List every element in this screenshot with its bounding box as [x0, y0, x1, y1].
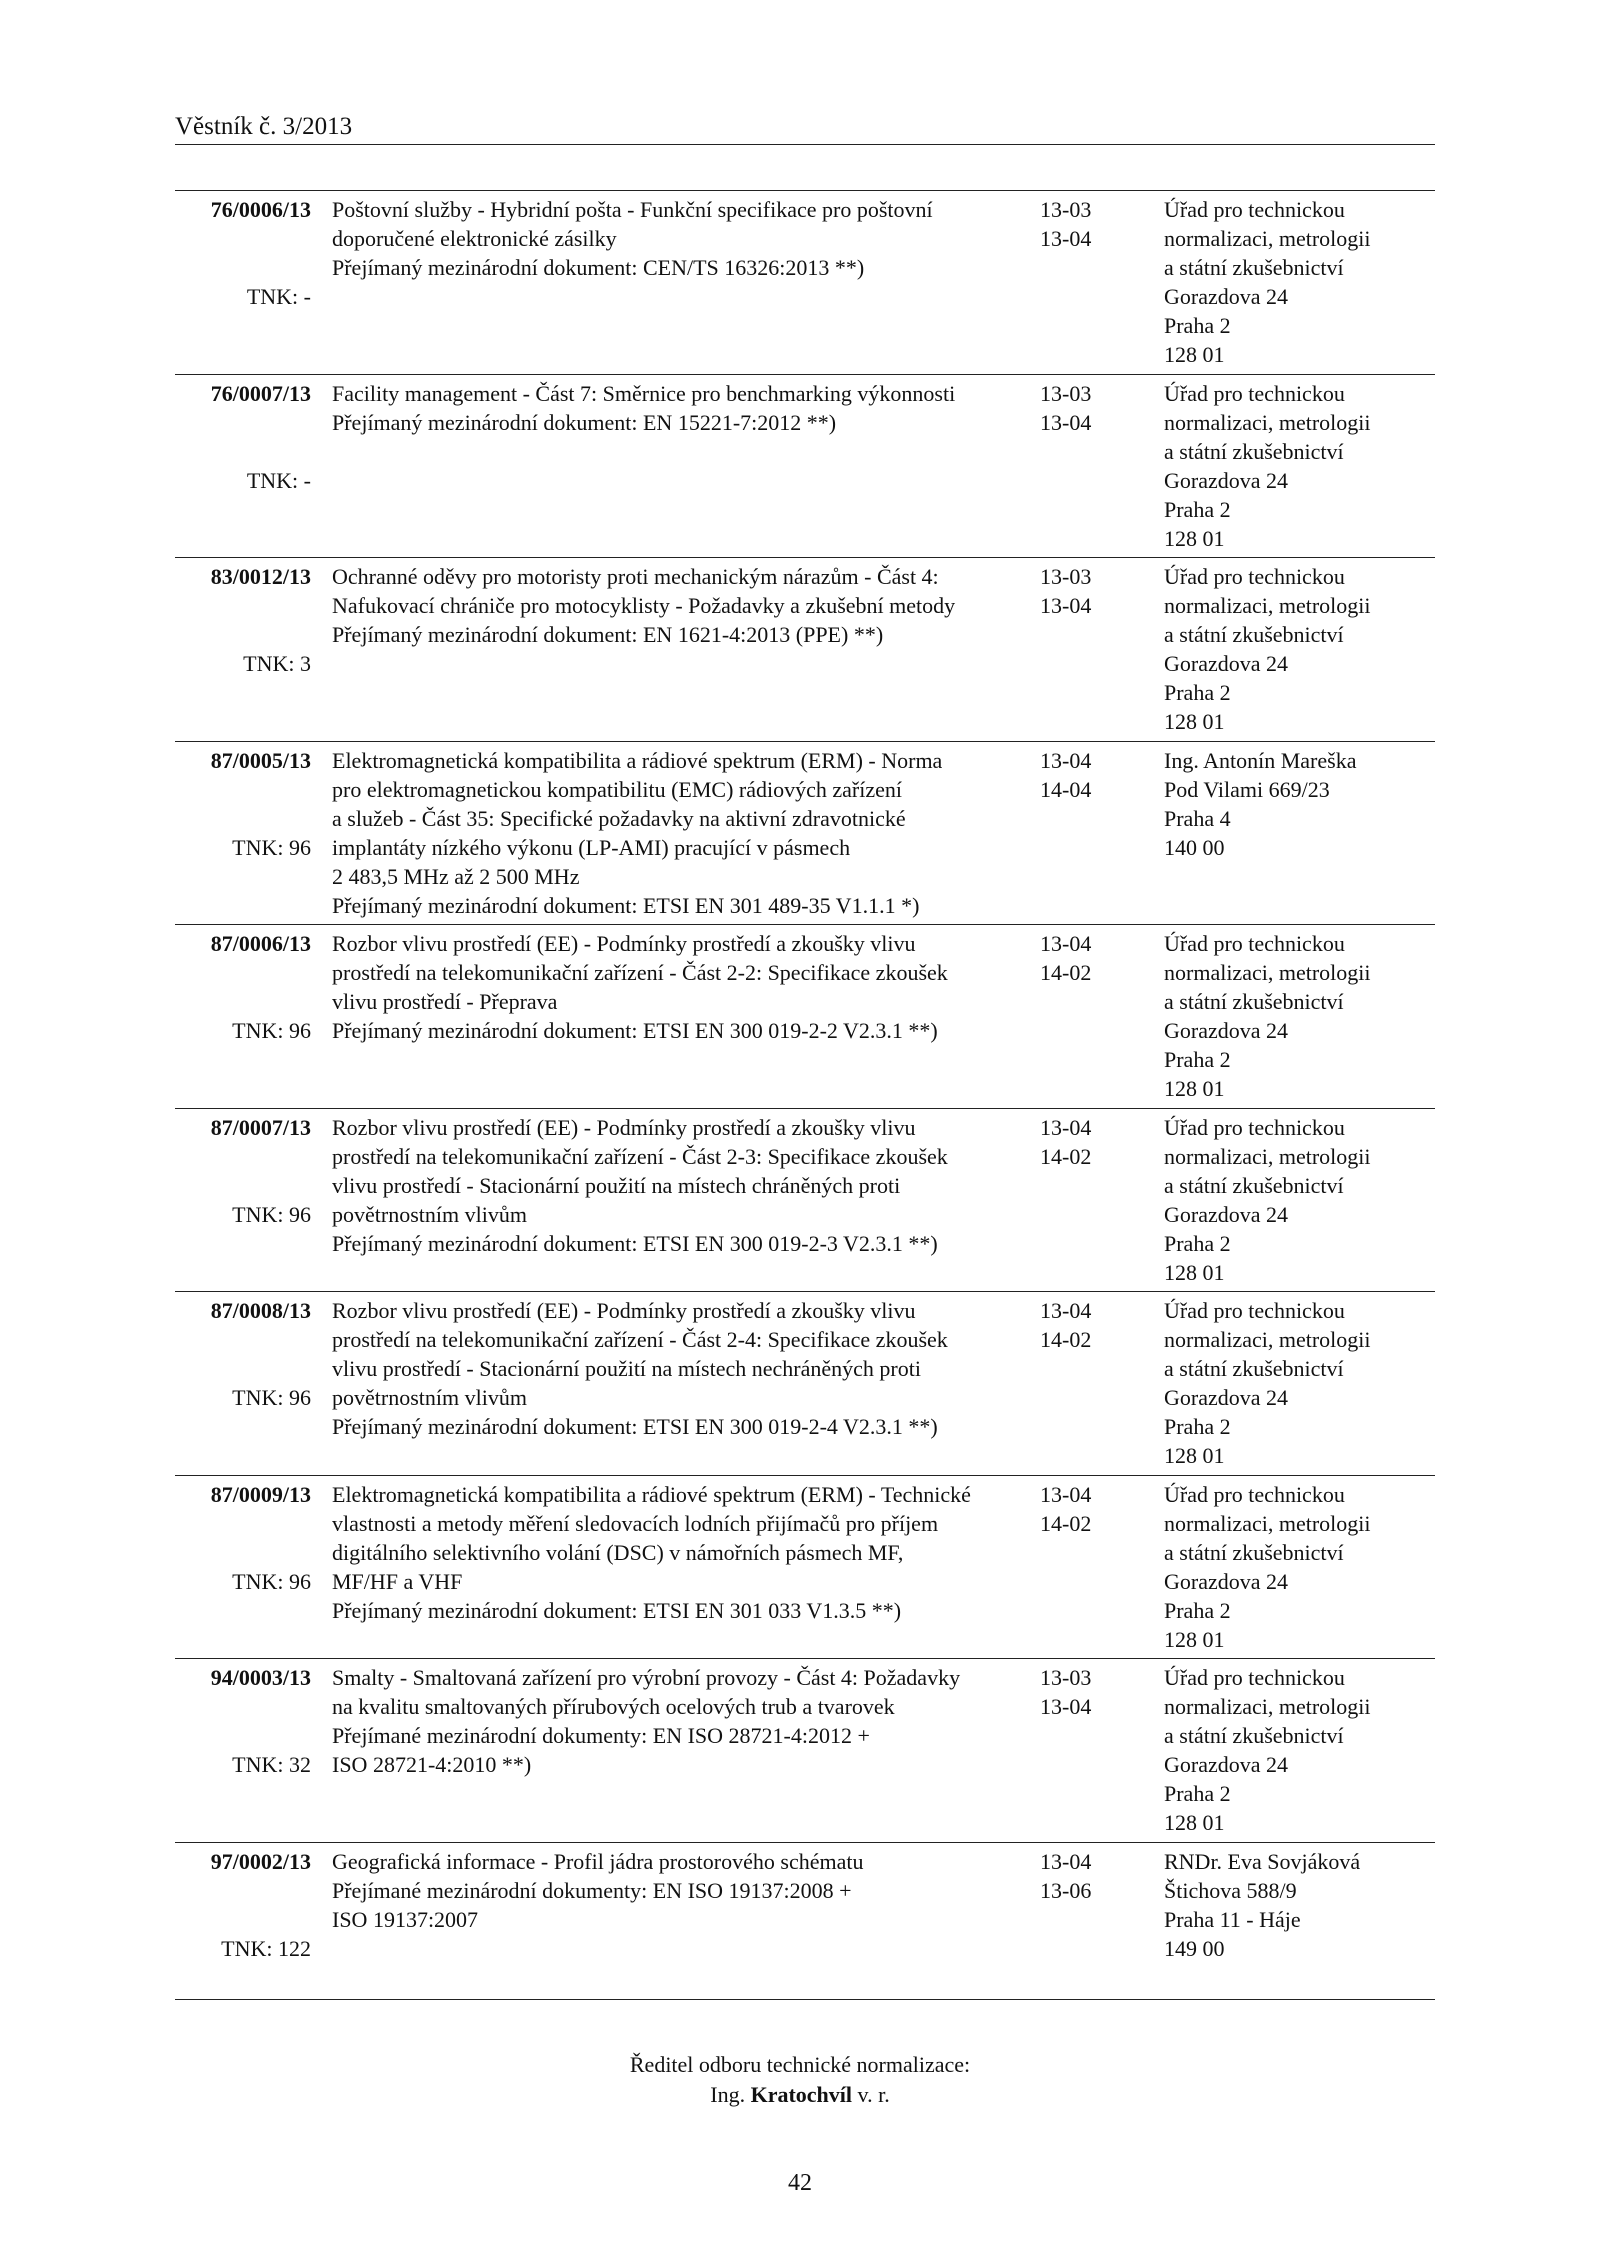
record-number: 76/0006/13: [210, 197, 311, 222]
description-line: Ochranné oděvy pro motoristy proti mechanickým nárazům - Část 4:: [332, 564, 939, 589]
description-line: vlastnosti a metody měření sledovacích lodních přijímačů pro příjem: [332, 1510, 939, 1536]
address-line: Gorazdova 24: [1164, 1385, 1289, 1410]
address-line: Praha 11 - Háje: [1164, 1906, 1301, 1932]
description-line: Přejímaný mezinárodní dokument: ETSI EN 300 019-2-4 V2.3.1 **): [332, 1414, 938, 1439]
address-line: 128 01: [1164, 1443, 1225, 1468]
description-line: Geografická informace - Profil jádra prostorového schématu: [332, 1848, 864, 1874]
description-line: Přejímaný mezinárodní dokument: ETSI EN 301 033 V1.3.5 **): [332, 1597, 902, 1623]
code-cell: [1040, 742, 1164, 925]
address-line: Praha 2: [1164, 1047, 1231, 1072]
code-value: 14-02: [1040, 960, 1092, 985]
address-line: Úřad pro technickou: [1164, 197, 1345, 222]
tnk-label: TNK: 3: [243, 651, 311, 676]
signature-suffix: v. r.: [857, 2082, 890, 2107]
tnk-label: TNK: 96: [232, 1018, 311, 1043]
code-cell: [1040, 1476, 1164, 1659]
description-line: Poštovní služby - Hybridní pošta - Funkční specifikace pro poštovní: [332, 197, 933, 222]
signature-name-line: [0, 2080, 1600, 2110]
code-cell: [1040, 1109, 1164, 1292]
table-row: [175, 558, 1435, 742]
tnk-label: TNK: 96: [232, 1568, 311, 1594]
signature-name: Kratochvíl: [750, 2082, 853, 2107]
address-line: a státní zkušebnictví: [1164, 1172, 1344, 1198]
code-cell: [1040, 1659, 1164, 1842]
tnk-label: TNK: -: [246, 467, 311, 493]
address-line: normalizaci, metrologii: [1164, 1327, 1371, 1352]
code-value: 13-04: [1040, 409, 1092, 435]
address-line: normalizaci, metrologii: [1164, 1510, 1371, 1536]
record-number: 87/0008/13: [210, 1298, 311, 1323]
address-line: Praha 2: [1164, 1597, 1231, 1623]
code-value: 14-02: [1040, 1143, 1092, 1169]
description-line: doporučené elektronické zásilky: [332, 226, 617, 251]
address-line: Praha 2: [1164, 496, 1231, 522]
description-line: ISO 28721-4:2010 **): [332, 1752, 532, 1777]
code-cell: [1040, 558, 1164, 741]
record-id-cell: [175, 191, 311, 374]
table-row: [175, 191, 1435, 375]
page-header: [175, 112, 1435, 145]
code-value: 13-04: [1040, 1114, 1092, 1140]
record-id-cell: [175, 1109, 311, 1292]
address-line: 128 01: [1164, 342, 1225, 367]
address-line: normalizaci, metrologii: [1164, 1694, 1371, 1719]
code-cell: [1040, 925, 1164, 1108]
description-line: implantáty nízkého výkonu (LP-AMI) pracující v pásmech: [332, 834, 851, 860]
description-cell: [311, 1843, 1040, 1999]
description-line: pro elektromagnetickou kompatibilitu (EMC) rádiových zařízení: [332, 776, 902, 802]
description-line: Rozbor vlivu prostředí (EE) - Podmínky prostředí a zkoušky vlivu: [332, 1298, 916, 1323]
description-line: Přejímaný mezinárodní dokument: ETSI EN 300 019-2-3 V2.3.1 **): [332, 1230, 938, 1256]
address-line: 149 00: [1164, 1935, 1225, 1961]
description-cell: [311, 1476, 1040, 1659]
address-line: Úřad pro technickou: [1164, 564, 1345, 589]
description-line: Nafukovací chrániče pro motocyklisty - Požadavky a zkušební metody: [332, 593, 956, 618]
code-cell: [1040, 1843, 1164, 1999]
description-line: a služeb - Část 35: Specifické požadavky na aktivní zdravotnické: [332, 805, 906, 831]
record-number: 83/0012/13: [210, 564, 311, 589]
address-cell: [1164, 1292, 1435, 1475]
description-line: povětrnostním vlivům: [332, 1385, 527, 1410]
record-id-cell: [175, 558, 311, 741]
address-line: Štichova 588/9: [1164, 1877, 1297, 1903]
address-line: Úřad pro technickou: [1164, 1114, 1345, 1140]
record-number: 97/0002/13: [210, 1848, 311, 1874]
address-line: a státní zkušebnictví: [1164, 622, 1344, 647]
description-line: Facility management - Část 7: Směrnice pro benchmarking výkonnosti: [332, 380, 956, 406]
description-line: Smalty - Smaltovaná zařízení pro výrobní provozy - Část 4: Požadavky: [332, 1665, 961, 1690]
tnk-label: TNK: 122: [221, 1935, 311, 1961]
description-cell: [311, 1109, 1040, 1292]
description-line: Přejímaný mezinárodní dokument: CEN/TS 16326:2013 **): [332, 255, 865, 280]
description-line: vlivu prostředí - Stacionární použití na místech nechráněných proti: [332, 1356, 921, 1381]
address-line: normalizaci, metrologii: [1164, 226, 1371, 251]
code-value: 13-03: [1040, 197, 1092, 222]
code-value: 13-04: [1040, 226, 1092, 251]
address-line: 140 00: [1164, 834, 1225, 860]
address-line: Praha 4: [1164, 805, 1231, 831]
address-line: Úřad pro technickou: [1164, 931, 1345, 956]
code-cell: [1040, 375, 1164, 558]
tnk-label: TNK: 96: [232, 1201, 311, 1227]
address-line: Praha 2: [1164, 1230, 1231, 1256]
address-line: Gorazdova 24: [1164, 651, 1289, 676]
table-row: [175, 1843, 1435, 2000]
description-line: Přejímané mezinárodní dokumenty: EN ISO 19137:2008 +: [332, 1877, 852, 1903]
signature-block: [0, 2050, 1600, 2110]
description-line: povětrnostním vlivům: [332, 1201, 527, 1227]
address-line: Úřad pro technickou: [1164, 1665, 1345, 1690]
record-id-cell: [175, 1292, 311, 1475]
code-value: 13-04: [1040, 1694, 1092, 1719]
description-line: prostředí na telekomunikační zařízení - Část 2-3: Specifikace zkoušek: [332, 1143, 948, 1169]
address-line: a státní zkušebnictví: [1164, 989, 1344, 1014]
code-cell: [1040, 191, 1164, 374]
table-row: [175, 1659, 1435, 1843]
description-line: vlivu prostředí - Přeprava: [332, 989, 558, 1014]
description-cell: [311, 925, 1040, 1108]
description-cell: [311, 558, 1040, 741]
address-line: Gorazdova 24: [1164, 1752, 1289, 1777]
description-line: Rozbor vlivu prostředí (EE) - Podmínky prostředí a zkoušky vlivu: [332, 1114, 916, 1140]
standards-table: [175, 190, 1435, 2000]
description-line: Přejímaný mezinárodní dokument: EN 15221-7:2012 **): [332, 409, 837, 435]
address-line: Gorazdova 24: [1164, 467, 1289, 493]
address-line: Praha 2: [1164, 680, 1231, 705]
address-line: Praha 2: [1164, 1414, 1231, 1439]
address-line: normalizaci, metrologii: [1164, 960, 1371, 985]
tnk-label: TNK: 96: [232, 834, 311, 860]
address-line: normalizaci, metrologii: [1164, 593, 1371, 618]
description-line: ISO 19137:2007: [332, 1906, 479, 1932]
address-cell: [1164, 191, 1435, 374]
description-line: Přejímaný mezinárodní dokument: ETSI EN 300 019-2-2 V2.3.1 **): [332, 1018, 938, 1043]
address-cell: [1164, 375, 1435, 558]
address-cell: [1164, 742, 1435, 925]
record-id-cell: [175, 1659, 311, 1842]
address-line: Úřad pro technickou: [1164, 1481, 1345, 1507]
description-cell: [311, 742, 1040, 925]
record-number: 87/0006/13: [210, 931, 311, 956]
description-line: prostředí na telekomunikační zařízení - Část 2-4: Specifikace zkoušek: [332, 1327, 948, 1352]
address-line: 128 01: [1164, 709, 1225, 734]
address-line: a státní zkušebnictví: [1164, 1356, 1344, 1381]
table-row: [175, 1292, 1435, 1476]
description-line: prostředí na telekomunikační zařízení - Část 2-2: Specifikace zkoušek: [332, 960, 948, 985]
address-line: Úřad pro technickou: [1164, 1298, 1345, 1323]
address-line: Ing. Antonín Mareška: [1164, 747, 1357, 773]
tnk-label: TNK: -: [246, 284, 311, 309]
code-value: 13-04: [1040, 1481, 1092, 1507]
address-cell: [1164, 925, 1435, 1108]
description-line: Přejímaný mezinárodní dokument: ETSI EN 301 489-35 V1.1.1 *): [332, 892, 920, 918]
record-number: 87/0007/13: [210, 1114, 311, 1140]
code-value: 13-04: [1040, 931, 1092, 956]
description-line: Rozbor vlivu prostředí (EE) - Podmínky prostředí a zkoušky vlivu: [332, 931, 916, 956]
signature-prefix: Ing.: [710, 2082, 746, 2107]
address-line: a státní zkušebnictví: [1164, 255, 1344, 280]
table-row: [175, 1476, 1435, 1660]
description-line: Přejímaný mezinárodní dokument: EN 1621-4:2013 (PPE) **): [332, 622, 884, 647]
address-line: Pod Vilami 669/23: [1164, 776, 1330, 802]
page-number: 42: [788, 2170, 812, 2196]
record-number: 87/0005/13: [210, 747, 311, 773]
description-cell: [311, 1659, 1040, 1842]
description-line: 2 483,5 MHz až 2 500 MHz: [332, 863, 580, 889]
address-line: normalizaci, metrologii: [1164, 1143, 1371, 1169]
table-row: [175, 1109, 1435, 1293]
description-line: MF/HF a VHF: [332, 1568, 463, 1594]
code-value: 14-04: [1040, 776, 1092, 802]
record-id-cell: [175, 925, 311, 1108]
journal-title: Věstník č. 3/2013: [175, 113, 353, 140]
address-line: Praha 2: [1164, 313, 1231, 338]
code-value: 14-02: [1040, 1510, 1092, 1536]
code-value: 13-04: [1040, 1298, 1092, 1323]
table-row: [175, 375, 1435, 559]
record-number: 87/0009/13: [210, 1481, 311, 1507]
code-value: 13-04: [1040, 747, 1092, 773]
code-value: 13-04: [1040, 593, 1092, 618]
address-line: Praha 2: [1164, 1781, 1231, 1806]
description-line: vlivu prostředí - Stacionární použití na místech chráněných proti: [332, 1172, 901, 1198]
description-cell: [311, 191, 1040, 374]
record-id-cell: [175, 1476, 311, 1659]
address-line: RNDr. Eva Sovjáková: [1164, 1848, 1361, 1874]
address-line: a státní zkušebnictví: [1164, 1723, 1344, 1748]
code-value: 13-03: [1040, 380, 1092, 406]
address-cell: [1164, 1843, 1435, 1999]
description-cell: [311, 1292, 1040, 1475]
description-line: Přejímané mezinárodní dokumenty: EN ISO 28721-4:2012 +: [332, 1723, 870, 1748]
table-row: [175, 742, 1435, 926]
description-line: na kvalitu smaltovaných přírubových ocelových trub a tvarovek: [332, 1694, 895, 1719]
table-row: [175, 925, 1435, 1109]
record-number: 94/0003/13: [210, 1665, 311, 1690]
address-line: Gorazdova 24: [1164, 1568, 1289, 1594]
signature-title: Ředitel odboru technické normalizace:: [629, 2052, 971, 2077]
code-value: 13-03: [1040, 1665, 1092, 1690]
address-line: normalizaci, metrologii: [1164, 409, 1371, 435]
code-value: 13-04: [1040, 1848, 1092, 1874]
address-line: Gorazdova 24: [1164, 284, 1289, 309]
address-line: 128 01: [1164, 1810, 1225, 1835]
code-value: 14-02: [1040, 1327, 1092, 1352]
record-id-cell: [175, 742, 311, 925]
tnk-label: TNK: 32: [232, 1752, 311, 1777]
address-line: 128 01: [1164, 1259, 1225, 1285]
tnk-label: TNK: 96: [232, 1385, 311, 1410]
address-cell: [1164, 1659, 1435, 1842]
record-id-cell: [175, 1843, 311, 1999]
address-line: 128 01: [1164, 1076, 1225, 1101]
address-cell: [1164, 558, 1435, 741]
address-line: a státní zkušebnictví: [1164, 1539, 1344, 1565]
address-cell: [1164, 1109, 1435, 1292]
address-line: Úřad pro technickou: [1164, 380, 1345, 406]
code-cell: [1040, 1292, 1164, 1475]
address-line: 128 01: [1164, 1626, 1225, 1652]
description-line: Elektromagnetická kompatibilita a rádiové spektrum (ERM) - Technické: [332, 1481, 971, 1507]
address-line: Gorazdova 24: [1164, 1201, 1289, 1227]
description-line: digitálního selektivního volání (DSC) v námořních pásmech MF,: [332, 1539, 904, 1565]
code-value: 13-06: [1040, 1877, 1092, 1903]
description-line: Elektromagnetická kompatibilita a rádiové spektrum (ERM) - Norma: [332, 747, 943, 773]
record-number: 76/0007/13: [210, 380, 311, 406]
description-cell: [311, 375, 1040, 558]
address-cell: [1164, 1476, 1435, 1659]
address-line: Gorazdova 24: [1164, 1018, 1289, 1043]
code-value: 13-03: [1040, 564, 1092, 589]
address-line: 128 01: [1164, 525, 1225, 551]
record-id-cell: [175, 375, 311, 558]
address-line: a státní zkušebnictví: [1164, 438, 1344, 464]
